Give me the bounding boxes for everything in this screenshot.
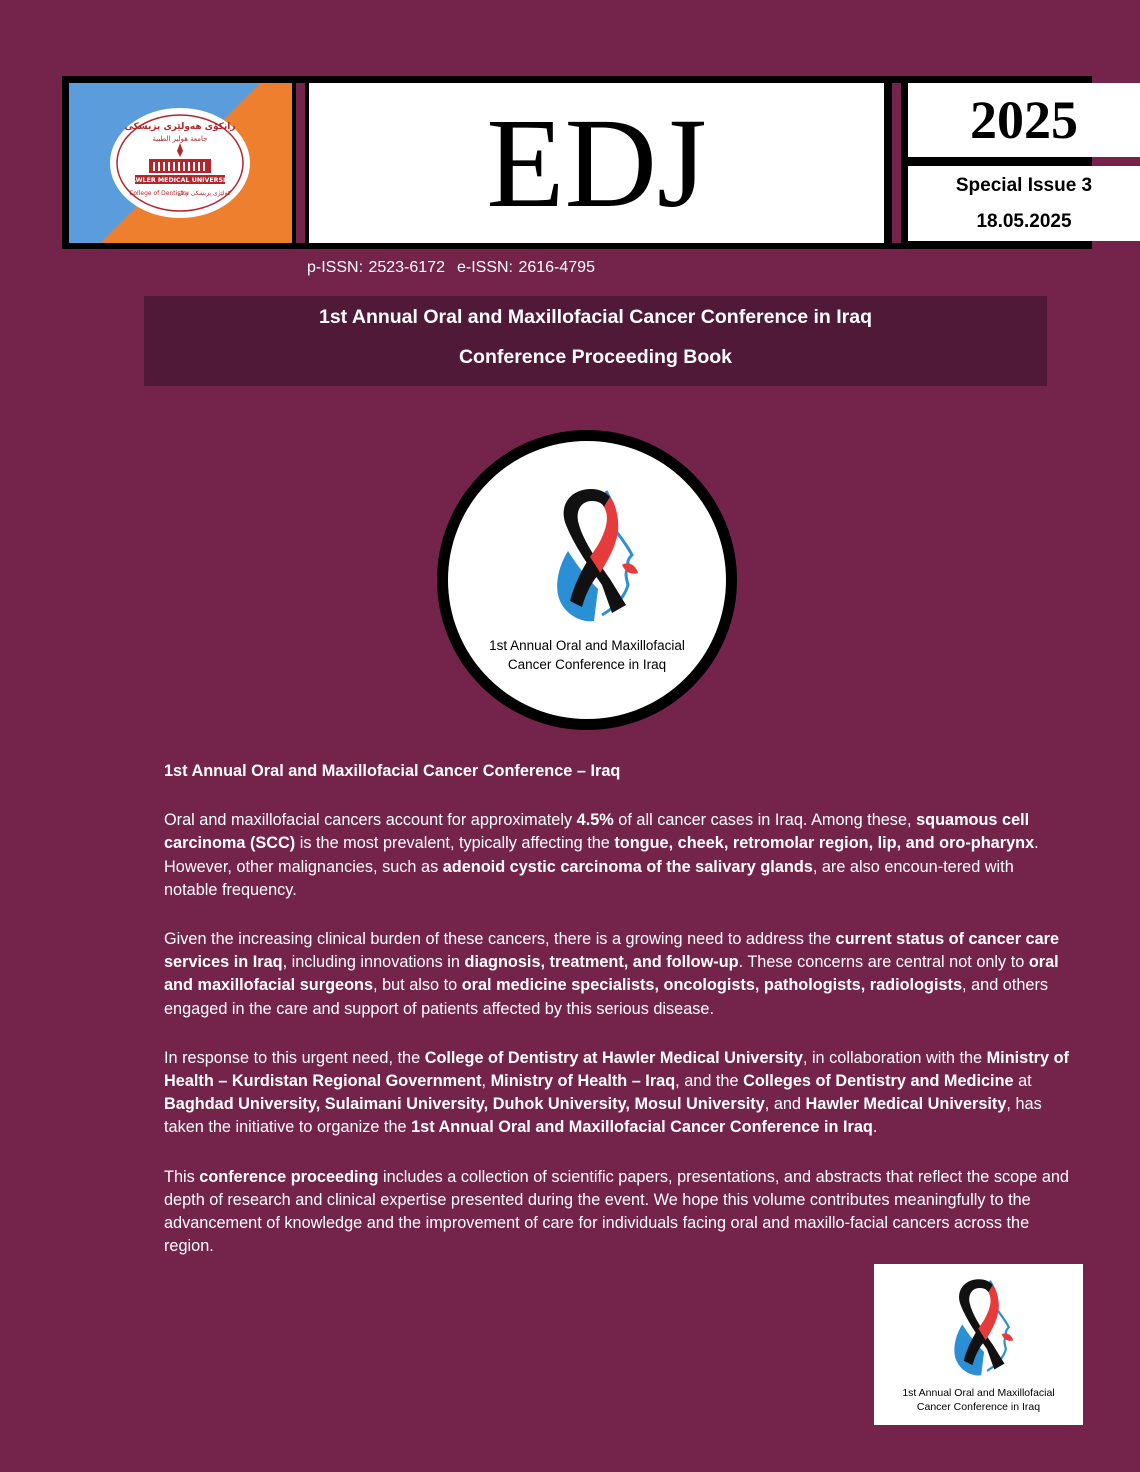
intro-heading: 1st Annual Oral and Maxillofacial Cancer Conference – Iraq	[164, 762, 621, 780]
bold-phrase: College of Dentistry at Hawler Medical University	[424, 1048, 803, 1067]
bold-phrase: conference proceeding	[199, 1167, 379, 1186]
electronic-issn: e-ISSN: 2616-4795	[456, 259, 595, 276]
logo-text-arabic: جامعة هولير الطبية	[152, 135, 208, 143]
print-issn: p-ISSN: 2523-6172	[307, 259, 445, 276]
text-run: . However, other malignancies, such as	[164, 834, 1039, 876]
bold-phrase: adenoid cystic carcinoma of the salivary glands	[442, 857, 813, 876]
small-badge-caption-line1: 1st Annual Oral and Maxillofacial	[902, 1387, 1055, 1399]
text-run: .	[872, 1118, 878, 1137]
bold-phrase: Hawler Medical University	[805, 1095, 1007, 1114]
bold-phrase: tongue, cheek, retromolar region, lip, and oro-pharynx	[614, 834, 1035, 853]
header-separator	[296, 83, 305, 243]
university-seal-icon	[109, 107, 251, 219]
header-separator	[892, 83, 901, 243]
conference-title-box	[144, 296, 1047, 386]
logo-text-english: HAWLER MEDICAL UNIVERSITY	[125, 177, 235, 184]
text-run: , and	[764, 1095, 806, 1114]
small-badge-caption	[874, 1386, 1083, 1414]
cancer-ribbon-icon	[536, 481, 646, 631]
bold-phrase: Ministry of Health – Iraq	[490, 1072, 676, 1091]
bold-phrase: oral and maxillofacial surgeons	[164, 953, 1059, 995]
introduction-text	[164, 760, 1069, 1284]
text-run: is the most prevalent, typically affecting the	[295, 834, 615, 853]
cancer-ribbon-icon	[939, 1272, 1019, 1384]
conference-badge	[437, 430, 737, 730]
issn-line	[307, 259, 595, 277]
badge-caption	[448, 636, 726, 674]
logo-text-college-kurdish: کۆلێژی پزیشکی ددان	[177, 190, 231, 197]
journal-header	[62, 76, 1092, 249]
text-run: This	[164, 1167, 200, 1186]
bold-phrase: 1st Annual Oral and Maxillofacial Cancer Conference in Iraq	[411, 1118, 873, 1137]
intro-paragraph-1	[164, 809, 1069, 902]
text-run: , has taken the initiative to organize the	[164, 1095, 1042, 1137]
bold-phrase: squamous cell carcinoma (SCC)	[164, 811, 1030, 853]
logo-text-kurdish: زانکۆی هەولێری پزیشکی	[124, 122, 236, 132]
intro-paragraph-3	[164, 1047, 1069, 1140]
university-logo	[69, 83, 292, 243]
proceeding-book-title: Conference Proceeding Book	[458, 346, 733, 368]
text-run: , but also to	[373, 976, 462, 995]
text-run: ,	[481, 1072, 491, 1091]
issue-number: Special Issue 3	[955, 175, 1093, 196]
text-run: In response to this urgent need, the	[164, 1048, 425, 1067]
text-run: at	[1013, 1072, 1032, 1091]
text-run: . These concerns are central not only to	[738, 953, 1029, 972]
bold-phrase: Colleges of Dentistry and Medicine	[743, 1072, 1014, 1091]
issue-year: 2025	[908, 83, 1140, 157]
intro-paragraph-2	[164, 928, 1069, 1021]
text-run: , in collaboration with the	[802, 1048, 987, 1067]
conference-badge-small	[874, 1264, 1083, 1425]
text-run: of all cancer cases in Iraq. Among these,	[613, 811, 917, 830]
badge-caption-line1: 1st Annual Oral and Maxillofacial	[489, 638, 685, 653]
text-run: , are also encoun-tered with notable frequency.	[164, 857, 1014, 899]
bold-phrase: diagnosis, treatment, and follow-up	[464, 953, 739, 972]
conference-title: 1st Annual Oral and Maxillofacial Cancer Conference in Iraq	[318, 306, 873, 328]
bold-phrase: 4.5%	[576, 811, 614, 830]
text-run: , and the	[675, 1072, 744, 1091]
bold-phrase: current status of cancer care services in Iraq	[164, 930, 1060, 972]
badge-caption-line2: Cancer Conference in Iraq	[507, 657, 667, 672]
journal-title: EDJ	[309, 83, 884, 243]
intro-paragraph-4	[164, 1166, 1069, 1259]
bold-phrase: Baghdad University, Sulaimani University, Duhok University, Mosul University	[164, 1095, 765, 1114]
issue-info	[908, 166, 1140, 241]
text-run: Oral and maxillofacial cancers account for approximately	[164, 811, 577, 830]
text-run: Given the increasing clinical burden of these cancers, there is a growing need to address the	[164, 930, 836, 949]
text-run: , including innovations in	[282, 953, 465, 972]
logo-text-college: College of Dentistry	[129, 190, 189, 197]
bold-phrase: oral medicine specialists, oncologists, pathologists, radiologists	[461, 976, 963, 995]
issue-date: 18.05.2025	[976, 211, 1072, 232]
bold-phrase: Ministry of Health – Kurdistan Regional Government	[164, 1048, 1069, 1091]
text-run: includes a collection of scientific papers, presentations, and abstracts that reflect the scope and depth of research and clinical expertise presented during the event. We hope this volume contributes meaningfully to the advancement of knowledge and the improvement of care for individuals facing oral and maxillo-facial cancers across the region.	[164, 1167, 1069, 1256]
text-run: , and others engaged in the care and support of patients affected by this serious disease.	[164, 976, 1049, 1018]
small-badge-caption-line2: Cancer Conference in Iraq	[916, 1401, 1041, 1413]
